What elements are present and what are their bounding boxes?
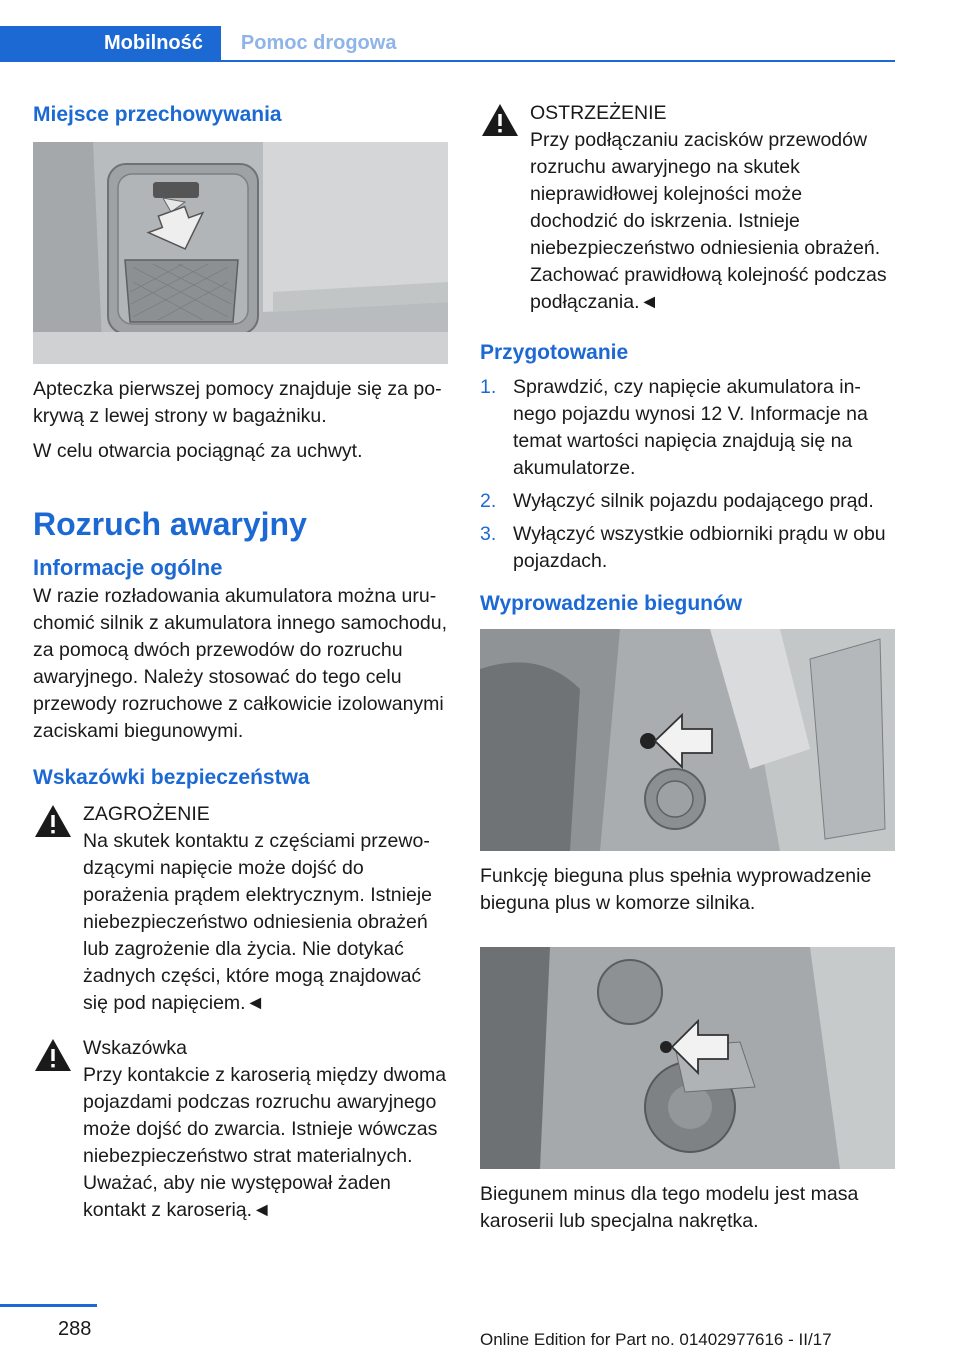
jump-start-title: Rozruch awaryjny [33,506,307,542]
warning-triangle-icon [33,803,73,839]
preparation-title: Przygotowanie [480,341,629,364]
general-info-title: Informacje ogólne [33,555,223,580]
storage-text-2: W celu otwarcia pociągnąć za uchwyt. [33,440,363,462]
note-text: Przy kontakcie z karoserią między dwoma pojazdami podczas rozruchu awaryjnego może dojść do zwarcia. Istnieje wówczas niebezpieczeństwo strat materialnych. Uważać, aby nie występował żaden kontakt z karoserią.◄ [83,1064,447,1221]
warning-heading: OSTRZEŻENIE [530,102,667,124]
note-notice [33,1035,448,1224]
warning-triangle-icon [480,102,520,138]
terminals-title: Wyprowadzenie biegunów [480,592,743,615]
storage-title: Miejsce przechowywania [33,103,282,126]
plus-terminal-illustration [480,629,895,851]
footer-rule [0,1304,97,1307]
danger-heading: ZAGROŻENIE [83,803,210,825]
danger-text: Na skutek kontaktu z częściami przewodzącymi napięcie może dojść do porażenia prądem elektrycznym. Istnieje niebezpieczeństwo odniesienia obrażeń lub zagrożenie dla życia. Nie dotykać żadnych części, które mogą znajdować się pod napięciem.◄ [83,830,432,1014]
warning-notice [480,100,895,316]
warning-triangle-icon [33,1037,73,1073]
left-column [33,100,448,1242]
preparation-steps [480,374,895,575]
plus-terminal-caption: Funkcję bieguna plus spełnia wyprowadzenie bieguna plus w komorze silnika. [480,865,872,914]
safety-title: Wskazówki bezpieczeństwa [33,766,310,789]
right-column [480,100,895,1243]
tab-mobilnosc[interactable]: Mobilność [0,26,221,61]
list-item: 3. Wyłączyć wszystkie odbiorniki prądu w obu pojazdach. [480,523,886,572]
minus-terminal-illustration [480,947,895,1169]
page-number: 288 [58,1318,92,1340]
minus-terminal-caption: Biegunem minus dla tego modelu jest masa karoserii lub specjalna nakrętka. [480,1183,859,1232]
header-rule [0,60,895,62]
list-item: 2. Wyłączyć silnik pojazdu podającego prąd. [480,490,874,512]
edition-note: Online Edition for Part no. 01402977616 - II/17 [480,1330,832,1349]
tab-pomoc-drogowa[interactable]: Pomoc drogowa [240,32,397,54]
warning-text: Przy podłączaniu zacisków przewodów rozruchu awaryjnego na skutek nieprawidłowej kolejności może dochodzić do iskrzenia. Istnieje niebezpieczeństwo odniesienia obrażeń. Zachować prawidłową kolejność podczas podłączania.◄ [530,129,887,313]
storage-text-1: Apteczka pierwszej pomocy znajduje się za pokrywą z lewej strony w bagażniku. [33,378,442,427]
storage-illustration [33,142,448,364]
general-info-text: W razie rozładowania akumulatora można uruchomić silnik z akumulatora innego samochodu, za pomocą dwóch przewodów do rozruchu awaryjnego. Należy stosować do tego celu przewody rozruchowe z całkowicie izolowanymi zaciskami biegunowymi. [33,585,448,742]
header-tabs [0,26,416,61]
note-heading: Wskazówka [83,1037,188,1059]
danger-notice [33,801,448,1017]
list-item: 1. Sprawdzić, czy napięcie akumulatora innego pojazdu wynosi 12 V. Informacje na temat wartości napięcia znajdują się na akumulatorze. [480,376,868,479]
